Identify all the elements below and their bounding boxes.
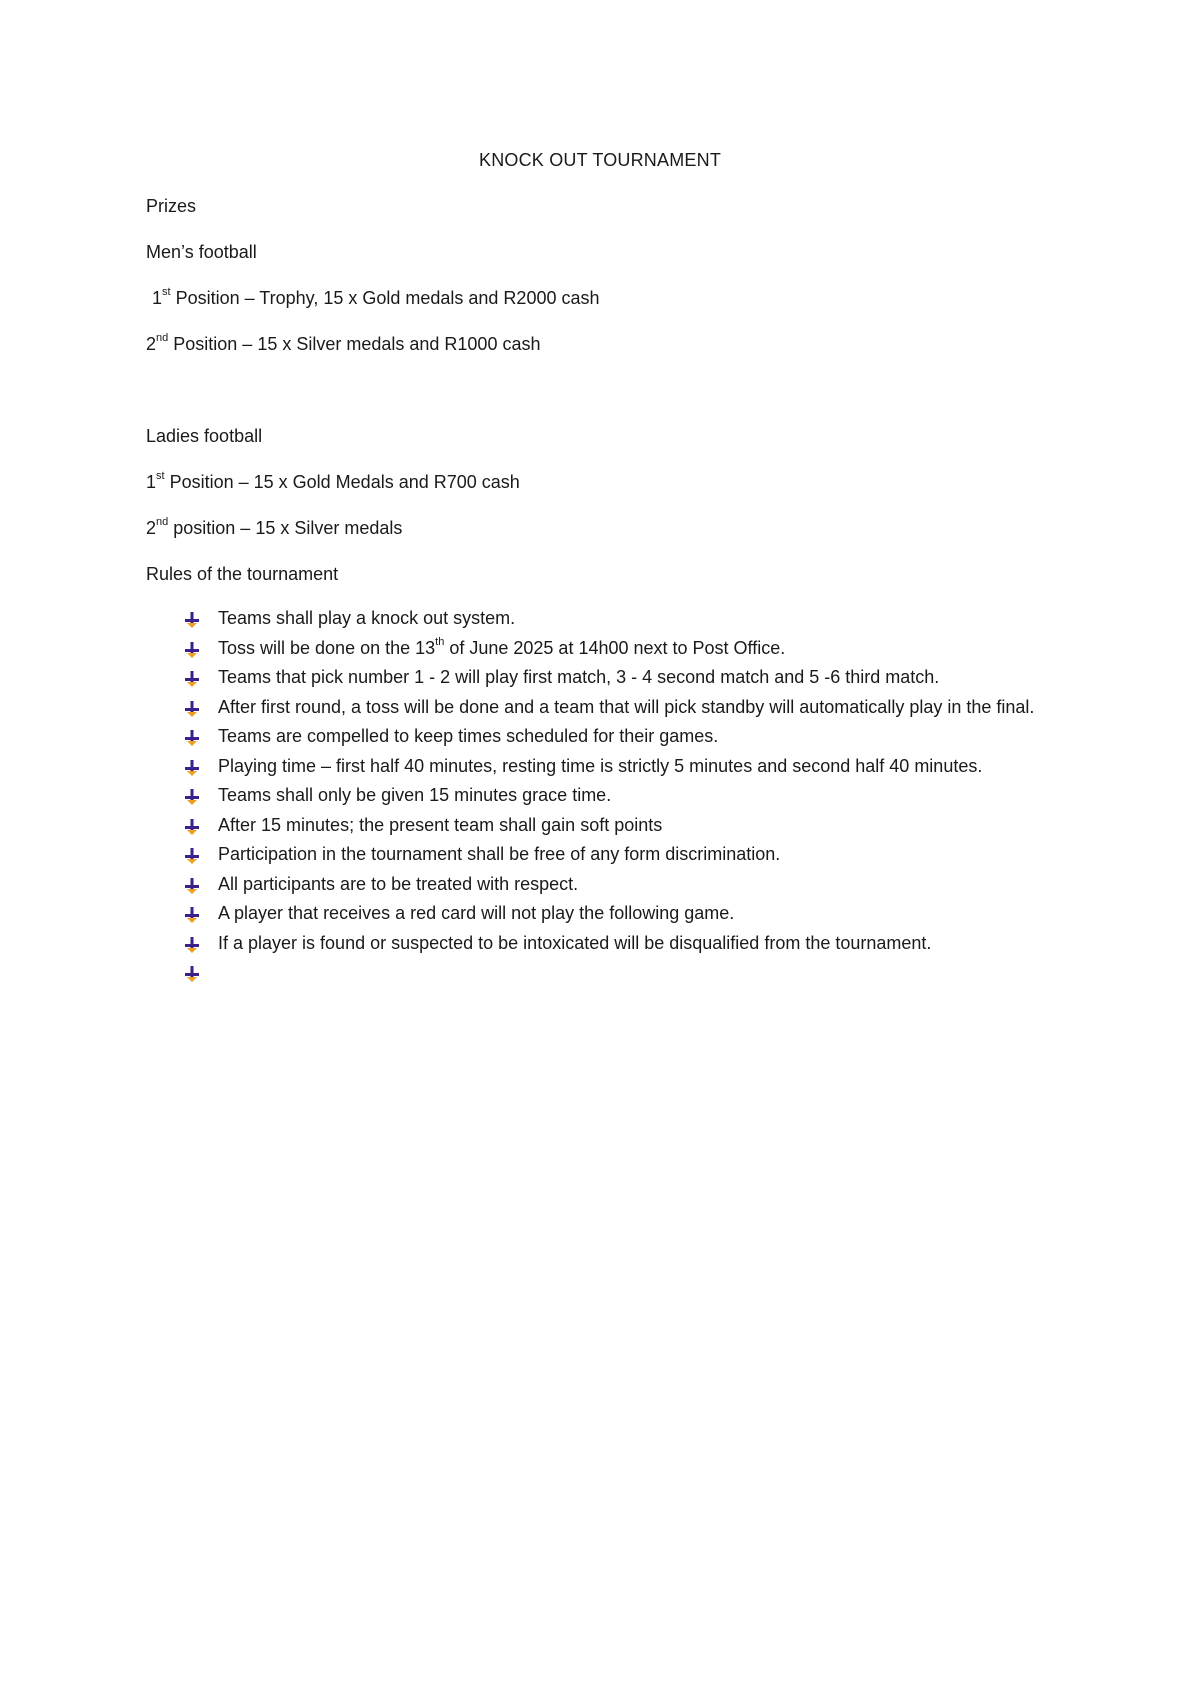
list-item [180, 634, 1080, 664]
rule-text: After 15 minutes; the present team shall gain soft points [218, 814, 663, 835]
document-title: KNOCK OUT TOURNAMENT [478, 150, 722, 170]
arrow-down-plus-icon [184, 642, 200, 658]
prize-text: Position – Trophy, 15 x Gold medals and R2000 cash [170, 288, 600, 308]
list-item [180, 870, 1080, 900]
arrow-down-plus-icon [184, 671, 200, 687]
arrow-down-plus-icon [184, 789, 200, 805]
arrow-down-plus-icon [184, 819, 200, 835]
ordinal-number: 1 [152, 288, 163, 308]
list-item [180, 752, 1080, 782]
rules-heading: Rules of the tournament [146, 564, 339, 584]
ordinal-suffix: st [156, 470, 165, 482]
rule-text: A player that receives a red card will not play the following game. [218, 903, 735, 923]
ladies-first-position [146, 472, 520, 493]
rule-text: After first round, a toss will be done and a team that will pick standby will automatically play in the final. [218, 696, 1035, 717]
arrow-down-plus-icon [184, 878, 200, 894]
rule-text: If a player is found or suspected to be intoxicated will be disqualified from the tournament. [218, 932, 932, 953]
arrow-down-plus-icon [184, 966, 200, 982]
rule-text: Teams shall only be given 15 minutes grace time. [218, 785, 612, 805]
rule-text: Teams shall play a knock out system. [218, 608, 516, 628]
rule-text: Teams that pick number 1 - 2 will play first match, 3 - 4 second match and 5 -6 third match. [218, 667, 940, 687]
list-item [180, 929, 1080, 959]
arrow-down-plus-icon [184, 937, 200, 953]
ordinal-suffix: st [162, 286, 171, 298]
list-item [180, 899, 1080, 929]
mens-first-position [152, 288, 600, 309]
rule-text: Teams are compelled to keep times scheduled for their games. [218, 726, 719, 746]
rule-text [218, 635, 786, 658]
arrow-down-plus-icon [184, 907, 200, 923]
ordinal-suffix: nd [156, 332, 169, 344]
prize-text: position – 15 x Silver medals [168, 518, 403, 538]
list-item [180, 693, 1080, 723]
rule-text-pre: Toss will be done on the 13 [218, 637, 436, 658]
mens-football-heading: Men’s football [146, 242, 257, 262]
prize-text: Position – 15 x Gold Medals and R700 cash [164, 472, 520, 492]
list-item [180, 781, 1080, 811]
arrow-down-plus-icon [184, 730, 200, 746]
ordinal-suffix: nd [156, 516, 169, 528]
rules-list [180, 604, 1080, 958]
arrow-down-plus-icon [184, 701, 200, 717]
list-item [180, 663, 1080, 693]
list-item [180, 722, 1080, 752]
ladies-football-heading: Ladies football [146, 426, 263, 446]
arrow-down-plus-icon [184, 848, 200, 864]
prize-text: Position – 15 x Silver medals and R1000 cash [168, 334, 541, 354]
mens-second-position [146, 334, 540, 355]
list-item [180, 604, 1080, 634]
rule-text-post: of June 2025 at 14h00 next to Post Office. [444, 637, 786, 658]
prizes-heading: Prizes [146, 196, 197, 216]
ordinal-suffix: th [435, 635, 445, 648]
list-item [180, 811, 1080, 841]
rule-text: All participants are to be treated with respect. [218, 873, 579, 894]
list-item [180, 840, 1080, 870]
ordinal-number: 2 [146, 518, 157, 538]
ladies-second-position [146, 518, 402, 539]
rule-text: Playing time – first half 40 minutes, resting time is strictly 5 minutes and second half 40 minutes. [218, 755, 983, 776]
ordinal-number: 1 [146, 472, 157, 492]
ordinal-number: 2 [146, 334, 157, 354]
arrow-down-plus-icon [184, 760, 200, 776]
rule-text: Participation in the tournament shall be free of any form discrimination. [218, 844, 781, 864]
arrow-down-plus-icon [184, 612, 200, 628]
